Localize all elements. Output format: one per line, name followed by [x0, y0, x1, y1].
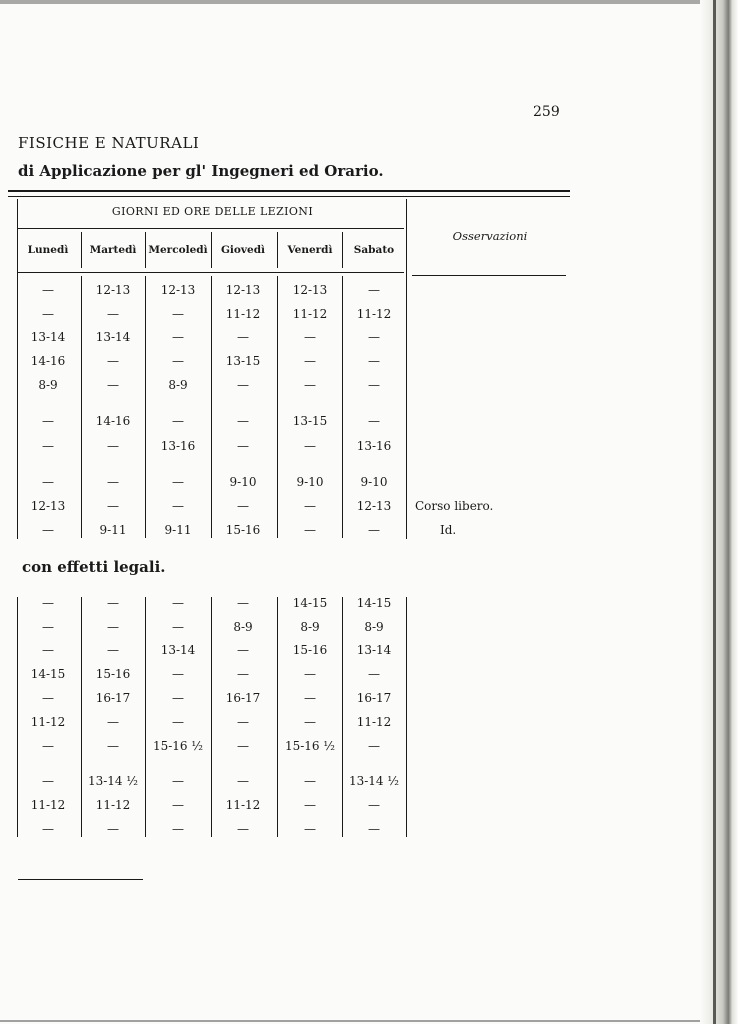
table-cell: —: [107, 354, 119, 368]
table-cell: —: [304, 798, 316, 812]
table-cell: —: [172, 715, 184, 729]
table-cell: —: [107, 643, 119, 657]
table-cell: 8-9: [168, 378, 188, 392]
table-cell: —: [172, 596, 184, 610]
table-cell: —: [237, 378, 249, 392]
table-cell: 13-15: [292, 414, 328, 428]
table-cell: —: [172, 798, 184, 812]
table-cell: —: [304, 499, 316, 513]
table-cell: —: [237, 667, 249, 681]
table-cell: —: [172, 822, 184, 836]
heading-line-1: FISICHE E NATURALI: [18, 134, 200, 152]
table-cell: —: [107, 475, 119, 489]
table-cell: 13-16: [356, 439, 392, 453]
table-cell: 11-12: [356, 715, 392, 729]
table-cell: —: [42, 414, 54, 428]
table-cell: 9-10: [229, 475, 257, 489]
table-cell: —: [42, 283, 54, 297]
table-cell: —: [237, 499, 249, 513]
table-cell: 12-13: [95, 283, 131, 297]
book-binding-shadow: [700, 0, 738, 1024]
table-title: GIORNI ED ORE DELLE LEZIONI: [111, 205, 314, 218]
obs-header-underline: [412, 275, 566, 276]
table-cell: —: [42, 643, 54, 657]
table-cell: 14-15: [30, 667, 66, 681]
table-cell: —: [172, 774, 184, 788]
table-cell: 13-14 ½: [348, 774, 400, 788]
table-cell: —: [304, 822, 316, 836]
table-cell: —: [42, 307, 54, 321]
table-cell: —: [107, 822, 119, 836]
header-column-divider: [81, 232, 82, 268]
table-cell: —: [237, 774, 249, 788]
header-column-divider: [211, 232, 212, 268]
table-cell: 12-13: [225, 283, 261, 297]
table-cell: —: [172, 330, 184, 344]
table-cell: —: [172, 354, 184, 368]
table-cell: 9-11: [99, 523, 127, 537]
table-cell: —: [107, 439, 119, 453]
table-cell: 8-9: [233, 620, 253, 634]
table-cell: —: [237, 715, 249, 729]
observations-header: Osservazioni: [452, 229, 528, 243]
table-cell: 11-12: [225, 307, 261, 321]
table-cell: 11-12: [292, 307, 328, 321]
table-cell: —: [368, 378, 380, 392]
table-cell: —: [368, 523, 380, 537]
table-cell: 14-16: [30, 354, 66, 368]
table-cell: 11-12: [30, 715, 66, 729]
table-cell: 13-14: [356, 643, 392, 657]
table-cell: 9-11: [164, 523, 192, 537]
table-cell: —: [368, 822, 380, 836]
table-obs-divider: [406, 199, 407, 539]
table-cell: —: [42, 620, 54, 634]
table-cell: —: [172, 691, 184, 705]
table-cell: 11-12: [95, 798, 131, 812]
body-column-divider: [277, 597, 278, 837]
table-cell: —: [368, 798, 380, 812]
table-cell: —: [304, 691, 316, 705]
table-cell: —: [172, 414, 184, 428]
table-cell: 12-13: [292, 283, 328, 297]
table-cell: —: [42, 439, 54, 453]
heading-line-2: di Applicazione per gl' Ingegneri ed Orario.: [18, 162, 384, 180]
table-cell: 12-13: [160, 283, 196, 297]
body-column-divider: [145, 597, 146, 837]
header-underline: [18, 272, 404, 273]
table-cell: 13-14: [30, 330, 66, 344]
table-cell: 13-15: [225, 354, 261, 368]
table-cell: —: [42, 596, 54, 610]
table-cell: —: [304, 667, 316, 681]
table-cell: 12-13: [356, 499, 392, 513]
day-header: Sabato: [353, 244, 395, 256]
table-cell: 14-16: [95, 414, 131, 428]
page-bottom-edge: [0, 1020, 700, 1022]
table-cell: 16-17: [95, 691, 131, 705]
table-cell: —: [237, 439, 249, 453]
table-cell: 11-12: [30, 798, 66, 812]
table-cell: —: [304, 715, 316, 729]
table-cell: —: [107, 596, 119, 610]
table-cell: —: [237, 596, 249, 610]
observation-note: Corso libero.: [415, 499, 494, 513]
table-cell: 8-9: [300, 620, 320, 634]
table-cell: 15-16: [95, 667, 131, 681]
day-header: Mercoledì: [148, 244, 208, 256]
page-number: 259: [533, 104, 560, 120]
table-cell: —: [172, 667, 184, 681]
table-cell: —: [304, 523, 316, 537]
header-column-divider: [342, 232, 343, 268]
table-cell: —: [368, 330, 380, 344]
table-cell: —: [304, 774, 316, 788]
table-cell: —: [42, 691, 54, 705]
section2-title: con effetti legali.: [22, 558, 166, 576]
table-cell: —: [107, 715, 119, 729]
book-binding-line: [713, 0, 716, 1024]
table-cell: 15-16: [225, 523, 261, 537]
table-cell: —: [368, 283, 380, 297]
table-cell: —: [42, 523, 54, 537]
table-cell: 14-15: [356, 596, 392, 610]
table-cell: 15-16: [292, 643, 328, 657]
body-column-divider: [145, 276, 146, 538]
table-cell: —: [42, 822, 54, 836]
page-top-edge: [0, 0, 738, 4]
table-cell: 13-16: [160, 439, 196, 453]
table-cell: 11-12: [225, 798, 261, 812]
table-cell: —: [107, 499, 119, 513]
table-cell: 16-17: [225, 691, 261, 705]
table-cell: —: [107, 620, 119, 634]
body-column-divider: [277, 276, 278, 538]
table-cell: 12-13: [30, 499, 66, 513]
table-cell: 13-14: [160, 643, 196, 657]
table-cell: —: [107, 307, 119, 321]
section2-right-border: [406, 597, 407, 837]
table-cell: —: [368, 354, 380, 368]
table-cell: 9-10: [360, 475, 388, 489]
table-cell: —: [172, 475, 184, 489]
table-cell: —: [304, 330, 316, 344]
table-cell: —: [237, 739, 249, 753]
table-cell: —: [107, 378, 119, 392]
top-double-rule-2: [8, 196, 570, 197]
table-cell: 13-14 ½: [87, 774, 139, 788]
table-cell: 14-15: [292, 596, 328, 610]
table-cell: —: [107, 739, 119, 753]
table-cell: —: [368, 414, 380, 428]
table-cell: —: [368, 739, 380, 753]
table-cell: 15-16 ½: [152, 739, 204, 753]
day-header: Martedì: [89, 244, 137, 256]
table-cell: —: [237, 822, 249, 836]
table-cell: 13-14: [95, 330, 131, 344]
table-cell: —: [304, 378, 316, 392]
table-cell: —: [42, 774, 54, 788]
table-cell: —: [237, 414, 249, 428]
day-header: Lunedì: [27, 244, 69, 256]
table-cell: 8-9: [38, 378, 58, 392]
header-column-divider: [277, 232, 278, 268]
table-cell: 16-17: [356, 691, 392, 705]
table-cell: —: [172, 620, 184, 634]
observation-note: Id.: [440, 523, 457, 537]
table-cell: —: [237, 643, 249, 657]
table-cell: —: [304, 439, 316, 453]
table-cell: —: [237, 330, 249, 344]
table-cell: —: [42, 475, 54, 489]
table-cell: 9-10: [296, 475, 324, 489]
title-underline: [18, 228, 404, 229]
table-cell: —: [172, 307, 184, 321]
table-cell: —: [304, 354, 316, 368]
day-header: Giovedì: [220, 244, 266, 256]
top-double-rule-1: [8, 190, 570, 192]
table-cell: —: [368, 667, 380, 681]
table-cell: —: [42, 739, 54, 753]
table-cell: 11-12: [356, 307, 392, 321]
day-header: Venerdì: [287, 244, 333, 256]
table-cell: 15-16 ½: [284, 739, 336, 753]
header-column-divider: [145, 232, 146, 268]
table-cell: 8-9: [364, 620, 384, 634]
footnote-rule: [18, 879, 143, 880]
table-cell: —: [172, 499, 184, 513]
